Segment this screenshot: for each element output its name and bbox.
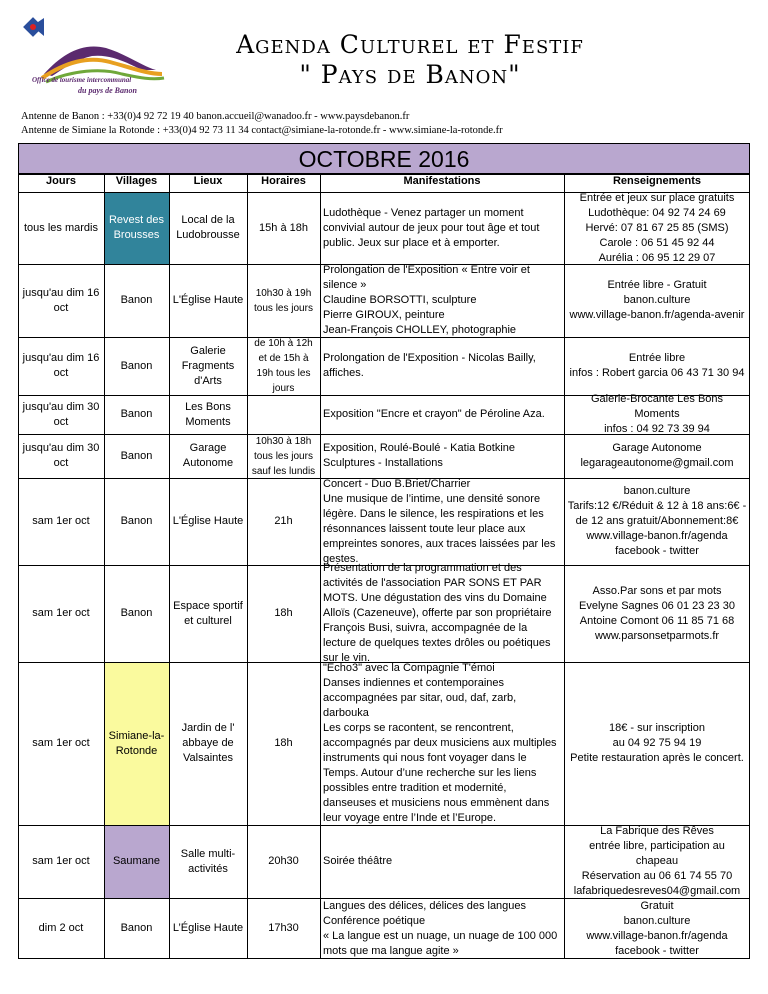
horaires-cell-text: 21h — [274, 515, 293, 527]
renseignements-cell-text: Garage Autonome legarageautonome@gmail.com — [580, 442, 734, 469]
lieu-cell — [172, 264, 244, 337]
horaires-cell — [250, 264, 317, 337]
jours-cell — [21, 898, 101, 959]
lieu-cell-text: Garage Autonome — [182, 442, 234, 469]
lieu-cell — [172, 478, 244, 565]
jours-cell-text: sam 1er oct — [32, 607, 90, 619]
manifestation-cell-text: "Echo3" avec la Compagnie T'émoi Danses indiennes et contemporaines accompagnées par sitar, oud, daf, zarb, darbouka Les corps se racontent, se rencontrent, accompagnés par deux musiciens aux multiples instruments qui nous font voyager dans le Temps. Autour d’une recherche sur les liens possibles entre tradition et modernité, danseuses et musiciens nous emmènent dans leur voyage entre l’Inde et l’Europe. — [323, 662, 557, 824]
village-cell — [107, 565, 166, 662]
col-divider — [320, 174, 321, 959]
manifestation-cell — [323, 434, 561, 478]
jours-cell — [21, 264, 101, 337]
jours-cell — [21, 825, 101, 898]
manifestation-cell — [323, 825, 561, 898]
village-cell — [107, 662, 166, 825]
village-cell-text: Banon — [120, 922, 153, 934]
renseignements-cell — [567, 478, 747, 565]
village-cell — [107, 337, 166, 395]
lieu-cell — [172, 434, 244, 478]
horaires-cell — [250, 395, 317, 434]
jours-cell-text: sam 1er oct — [32, 855, 90, 867]
jours-cell-text: jusqu'au dim 16 oct — [22, 286, 100, 314]
village-cell-text: Banon — [120, 515, 153, 527]
jours-cell — [21, 434, 101, 478]
page-title-line1: Agenda Culturel et Festif — [236, 30, 584, 59]
manifestation-cell-text: Concert - Duo B.Briet/Charrier Une musique de l’intime, une densité sonore légère. Dans le silence, les respirations et les résonnances laissent toute leur place aux empreintes sonores, aux traces laissées par les gestes. — [323, 477, 556, 565]
renseignements-cell-text: La Fabrique des Rêves entrée libre, participation au chapeau Réservation au 06 61 74 55 70 lafabriquedesreves04@gmail.com — [573, 825, 741, 897]
horaires-cell — [250, 337, 317, 395]
horaires-cell-text: 18h — [274, 737, 293, 749]
lieu-cell-text: Jardin de l' abbaye de Valsaintes — [181, 722, 235, 764]
village-cell — [107, 192, 166, 264]
jours-cell — [21, 337, 101, 395]
jours-cell — [21, 565, 101, 662]
renseignements-cell-text: Entrée libre infos : Robert garcia 06 43 71 30 94 — [569, 352, 745, 379]
manifestation-cell — [323, 264, 561, 337]
renseignements-cell-text: Asso.Par sons et par mots Evelyne Sagnes 06 01 23 23 30 Antoine Comont 06 11 85 71 68 www.parsonsetparmots.fr — [579, 584, 735, 642]
manifestation-cell — [323, 898, 561, 959]
manifestation-cell — [323, 478, 561, 565]
lieu-cell-text: Galerie Fragments d'Arts — [181, 344, 235, 387]
renseignements-cell — [567, 662, 747, 825]
jours-cell — [21, 662, 101, 825]
renseignements-cell-text: banon.culture Tarifs:12 €/Réduit & 12 à 18 ans:6€ - de 12 ans gratuit/Abonnement:8€ www.village-banon.fr/agenda facebook - twitter — [567, 485, 747, 557]
horaires-cell — [250, 478, 317, 565]
horaires-cell-text: 10h30 à 18h tous les jours sauf les lundis — [251, 435, 316, 477]
logo-line1: Office de tourisme intercommunal — [32, 76, 132, 84]
horaires-cell-text: 10h30 à 19h tous les jours — [254, 287, 313, 314]
col-header-lieux: Lieux — [193, 175, 223, 187]
jours-cell-text: jusqu'au dim 30 oct — [22, 400, 100, 428]
horaires-cell — [250, 434, 317, 478]
manifestation-cell-text: Exposition "Encre et crayon" de Péroline Aza. — [323, 408, 545, 420]
renseignements-cell-text: Gratuit banon.culture www.village-banon.fr/agenda facebook - twitter — [586, 899, 728, 957]
horaires-cell-text: 18h — [274, 607, 293, 619]
renseignements-cell-text: Galerie-Brocante Les Bons Moments infos : 04 92 73 39 94 — [590, 393, 724, 435]
col-header-horaires: Horaires — [261, 175, 306, 187]
village-cell — [107, 825, 166, 898]
col-header-renseignements: Renseignements — [612, 175, 702, 187]
village-cell — [107, 264, 166, 337]
renseignements-cell — [567, 395, 747, 434]
horaires-cell — [250, 662, 317, 825]
village-cell-text: Saumane — [112, 855, 161, 867]
lieu-cell — [172, 898, 244, 959]
col-divider — [247, 174, 248, 959]
village-cell-text: Banon — [120, 607, 153, 619]
col-divider — [564, 174, 565, 959]
horaires-cell — [250, 898, 317, 959]
horaires-cell-text: de 10h à 12h et de 15h à 19h tous les jours — [254, 338, 313, 394]
horaires-cell-text: 20h30 — [268, 855, 299, 867]
renseignements-cell-text: Entrée et jeux sur place gratuits Ludothèque: 04 92 74 24 69 Hervé: 07 81 67 25 85 (SMS) Carole : 06 51 45 92 44 Aurélia : 06 95 12 29 07 — [579, 191, 735, 264]
renseignements-cell — [567, 825, 747, 898]
lieu-cell-text: Les Bons Moments — [185, 400, 231, 428]
col-divider — [104, 174, 105, 959]
manifestation-cell-text: Langues des délices, délices des langues Conférence poétique « La langue est un nuage, un nuage de 100 000 mots que ma langue agite » — [323, 899, 558, 957]
renseignements-cell — [567, 192, 747, 264]
manifestation-cell — [323, 562, 561, 664]
contact-simiane: Antenne de Simiane la Rotonde : +33(0)4 92 73 11 34 contact@simiane-la-rotonde.fr - www.simiane-la-rotonde.fr — [21, 125, 503, 136]
manifestation-cell — [323, 662, 561, 825]
manifestation-cell — [323, 337, 561, 395]
renseignements-cell-text: Entrée libre - Gratuit banon.culture www.village-banon.fr/agenda-avenir — [569, 279, 745, 321]
renseignements-cell-text: 18€ - sur inscription au 04 92 75 94 19 Petite restauration après le concert. — [570, 722, 744, 764]
jours-cell-text: jusqu'au dim 16 oct — [22, 352, 100, 379]
horaires-cell — [250, 565, 317, 662]
village-cell-text: Revest des Brousses — [108, 214, 165, 241]
manifestation-cell — [323, 192, 561, 264]
village-cell-text: Banon — [120, 449, 153, 462]
horaires-cell-text: 17h30 — [268, 922, 299, 934]
jours-cell — [21, 192, 101, 264]
col-header-manifestations: Manifestations — [403, 175, 481, 187]
renseignements-cell — [567, 898, 747, 959]
village-cell — [107, 395, 166, 434]
lieu-cell — [172, 565, 244, 662]
jours-cell-text: tous les mardis — [24, 221, 98, 234]
village-cell — [107, 478, 166, 565]
village-cell-text: Banon — [120, 294, 153, 306]
horaires-cell-text: 15h à 18h — [259, 221, 308, 234]
village-cell — [107, 434, 166, 478]
manifestation-cell-text: Ludothèque - Venez partager un moment convivial autour de jeux pour tout âge et tout public. Jeux sur place et à emporter. — [323, 206, 540, 249]
lieu-cell-text: L'Église Haute — [172, 515, 244, 527]
manifestation-cell — [323, 395, 561, 434]
page-title-line2: " Pays de Banon" — [299, 60, 521, 89]
manifestation-cell-text: Présentation de la programmation et des activités de l'association PAR SONS ET PAR MOTS. Une dégustation des vins du Domaine Alloïs (Cazeneuve), offerte par son propriétaire François Busi, suivra, accompagnée de la lecture de quelques textes drôles ou poétiques sur le vin. — [323, 562, 552, 664]
logo-line2: du pays de Banon — [78, 86, 137, 95]
manifestation-cell-text: Soirée théâtre — [323, 855, 393, 867]
lieu-cell-text: Espace sportif et culturel — [173, 599, 243, 627]
village-cell — [107, 898, 166, 959]
lieu-cell-text: L'Église Haute — [172, 294, 244, 306]
lieu-cell-text: Salle multi-activités — [180, 847, 236, 875]
manifestation-cell-text: Exposition, Roulé-Boulé - Katia Botkine Sculptures - Installations — [323, 442, 515, 469]
jours-cell-text: dim 2 oct — [38, 922, 84, 934]
manifestation-cell-text: Prolongation de l'Exposition - Nicolas Bailly, affiches. — [323, 352, 536, 379]
contact-banon: Antenne de Banon : +33(0)4 92 72 19 40 banon.accueil@wanadoo.fr - www.paysdebanon.fr — [21, 111, 410, 122]
lieu-cell — [172, 825, 244, 898]
col-header-jours: Jours — [46, 175, 76, 187]
lieu-cell — [172, 192, 244, 264]
lieu-cell — [172, 337, 244, 395]
month-banner: OCTOBRE 2016 — [18, 143, 750, 174]
col-divider — [169, 174, 170, 959]
lieu-cell-text: L’Église Haute — [172, 922, 244, 934]
renseignements-cell — [567, 264, 747, 337]
jours-cell-text: sam 1er oct — [32, 515, 90, 527]
lieu-cell — [172, 395, 244, 434]
jours-cell-text: jusqu'au dim 30 oct — [22, 442, 100, 469]
horaires-cell — [250, 192, 317, 264]
village-cell-text: Banon — [120, 408, 153, 420]
jours-cell — [21, 478, 101, 565]
col-header-villages: Villages — [115, 175, 158, 187]
village-cell-text: Simiane-la-Rotonde — [108, 729, 165, 757]
renseignements-cell — [567, 565, 747, 662]
renseignements-cell — [567, 434, 747, 478]
horaires-cell — [250, 825, 317, 898]
renseignements-cell — [567, 337, 747, 395]
lieu-cell — [172, 662, 244, 825]
lieu-cell-text: Local de la Ludobrousse — [176, 214, 240, 241]
jours-cell-text: sam 1er oct — [32, 737, 90, 749]
jours-cell — [21, 395, 101, 434]
village-cell-text: Banon — [120, 359, 153, 372]
manifestation-cell-text: Prolongation de l'Exposition « Entre voir et silence » Claudine BORSOTTI, sculpture Pierre GIROUX, peinture Jean-François CHOLLEY, photographie — [323, 264, 530, 336]
